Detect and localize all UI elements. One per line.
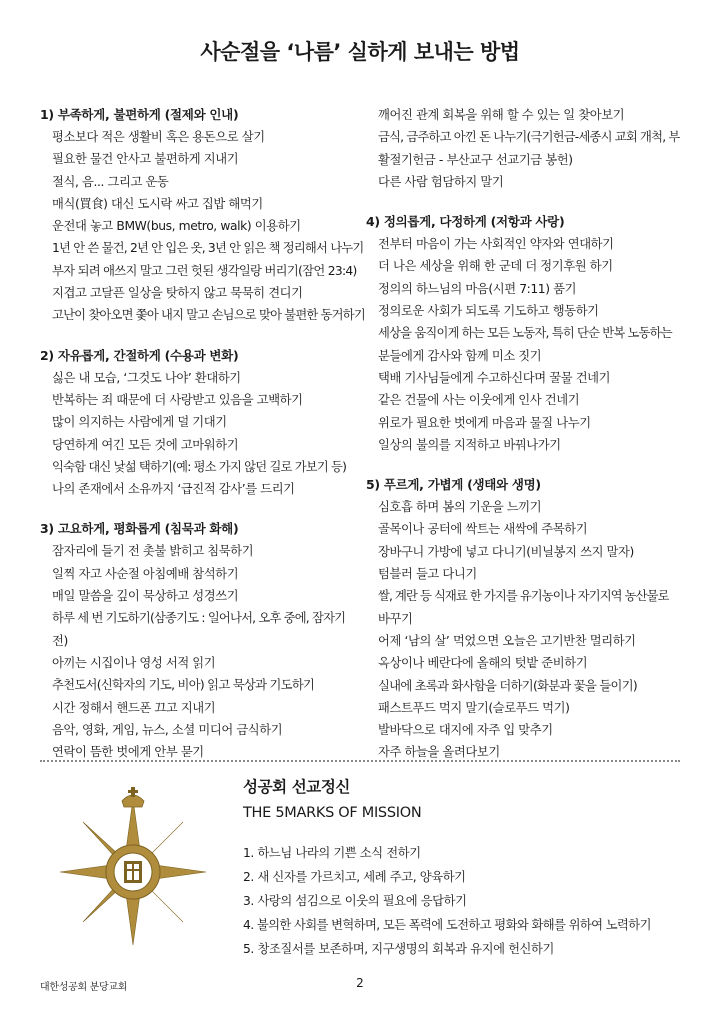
- section-3: [40, 518, 358, 763]
- list-item: 시간 정해서 핸드폰 끄고 지내기: [52, 700, 216, 715]
- list-item: 더 나은 세상을 위해 한 군데 더 정기후원 하기: [378, 259, 613, 274]
- mission-item: 1. 하느님 나라의 기쁜 소식 전하기: [243, 846, 421, 860]
- compass-rose-emblem-icon: [48, 787, 218, 957]
- list-item: 분들에게 감사와 함께 미소 짓기: [378, 348, 542, 363]
- list-item: 자주 하늘을 올려다보기: [378, 745, 500, 760]
- mission-subtitle: THE 5MARKS OF MISSION: [243, 805, 422, 821]
- mission-block: [243, 775, 683, 961]
- section-heading: 1) 부족하게, 불편하게 (절제와 인내): [40, 107, 239, 122]
- list-item: 쌀, 계란 등 식재료 한 가지를 유기농이나 자기지역 농산물로: [378, 589, 669, 604]
- list-item: 발바닥으로 대지에 자주 입 맞추기: [378, 723, 553, 738]
- list-item: 일찍 자고 사순절 아침예배 참석하기: [52, 566, 239, 581]
- mission-list: [243, 841, 683, 961]
- section-5: [366, 474, 684, 764]
- list-item: 실내에 초록과 화사함을 더하기(화분과 꽃을 들이기): [378, 678, 637, 693]
- section-heading: 5) 푸르게, 가볍게 (생태와 생명): [366, 477, 541, 493]
- list-item: 추천도서(신학자의 기도, 비아) 읽고 묵상과 기도하기: [52, 678, 315, 693]
- list-item: 필요한 물건 안사고 불편하게 지내기: [52, 152, 239, 167]
- list-item: 일상의 불의를 지적하고 바꿔나가기: [378, 437, 561, 452]
- section-4: [366, 211, 684, 456]
- mission-item: 3. 사랑의 섬김으로 이웃의 필요에 응답하기: [243, 894, 467, 908]
- list-item: 고난이 찾아오면 쫓아 내지 말고 손님으로 맞아 불편한 동거하기: [52, 308, 365, 323]
- list-item: 아끼는 시집이나 영성 서적 읽기: [52, 655, 216, 670]
- section-heading: 4) 정의롭게, 다정하게 (저항과 사랑): [366, 214, 565, 230]
- section-heading: 3) 고요하게, 평화롭게 (침묵과 화해): [40, 521, 239, 537]
- page-number: 2: [356, 976, 364, 990]
- list-item: 패스트푸드 먹지 말기(슬로푸드 먹기): [378, 700, 570, 715]
- mission-item: 2. 새 신자를 가르치고, 세례 주고, 양육하기: [243, 870, 466, 884]
- list-item: 어제 ‘남의 살’ 먹었으면 오늘은 고기반찬 멀리하기: [378, 633, 636, 648]
- list-item: 전): [52, 633, 68, 648]
- list-item: 매일 말씀을 깊이 묵상하고 성경쓰기: [52, 589, 239, 604]
- footer-church-name: 대한성공회 분당교회: [40, 982, 128, 993]
- list-item: 당연하게 여긴 모든 것에 고마워하기: [52, 437, 239, 452]
- list-item: 음악, 영화, 게임, 뉴스, 소셜 미디어 금식하기: [52, 722, 283, 737]
- list-item: 전부터 마음이 가는 사회적인 약자와 연대하기: [378, 237, 614, 252]
- list-item: 택배 기사님들에게 수고하신다며 꿀물 건네기: [378, 370, 611, 385]
- list-item: 하루 세 번 기도하기(삼종기도 : 일어나서, 오후 중에, 잠자기: [52, 611, 346, 626]
- list-item: 옥상이나 베란다에 올해의 텃밭 준비하기: [378, 656, 588, 671]
- list-item: 세상을 움직이게 하는 모든 노동자, 특히 단순 반복 노동하는: [378, 326, 672, 341]
- list-item: 같은 건물에 사는 이웃에게 인사 건네기: [378, 393, 580, 408]
- list-item: 위로가 필요한 벗에게 마음과 물질 나누기: [378, 415, 591, 430]
- list-item: 심호흡 하며 봄의 기운을 느끼기: [378, 500, 542, 515]
- list-item: 잠자리에 들기 전 촛불 밝히고 침묵하기: [52, 544, 254, 559]
- list-item: 부자 되려 애쓰지 말고 그런 헛된 생각일랑 버리기(잠언 23:4): [52, 263, 357, 278]
- section-2: [40, 345, 358, 501]
- right-column: [366, 104, 684, 782]
- left-column: [40, 104, 365, 781]
- list-item: 싫은 내 모습, ‘그것도 나야’ 환대하기: [52, 370, 241, 385]
- list-item: 장바구니 가방에 넣고 다니기(비닐봉지 쓰지 말자): [378, 544, 634, 559]
- mission-title: 성공회 선교정신: [243, 778, 351, 796]
- list-item: 지겹고 고달픈 일상을 탓하지 않고 묵묵히 견디기: [52, 286, 303, 301]
- section-heading: 2) 자유롭게, 간절하게 (수용과 변화): [40, 347, 239, 363]
- list-item: 운전대 놓고 BMW(bus, metro, walk) 이용하기: [52, 219, 301, 234]
- mission-item: 5. 창조질서를 보존하며, 지구생명의 회복과 유지에 헌신하기: [243, 942, 554, 956]
- section-1: [40, 104, 365, 327]
- mission-item: 4. 불의한 사회를 변혁하며, 모든 폭력에 도전하고 평화와 화해를 위하여 노력하기: [243, 918, 651, 932]
- list-item: 1년 안 쓴 물건, 2년 안 입은 옷, 3년 안 읽은 책 정리해서 나누기: [52, 241, 364, 256]
- list-item: 매식(買食) 대신 도시락 싸고 집밥 해먹기: [52, 196, 263, 211]
- list-item: 금식, 금주하고 아낀 돈 나누기(극기헌금-세종시 교회 개척, 부: [378, 130, 680, 145]
- list-item: 많이 의지하는 사람에게 덜 기대기: [52, 415, 227, 430]
- list-item: 텀블러 들고 다니기: [378, 567, 477, 582]
- section-3-continued: [366, 104, 684, 193]
- list-item: 나의 존재에서 소유까지 ‘급진적 감사’를 드리기: [52, 482, 295, 497]
- list-item: 절식, 음... 그리고 운동: [52, 174, 169, 189]
- dotted-divider: [40, 760, 680, 762]
- list-item: 깨어진 관계 회복을 위해 할 수 있는 일 찾아보기: [378, 108, 625, 122]
- page-title: 사순절을 ‘나름’ 실하게 보내는 방법: [200, 40, 520, 64]
- list-item: 정의의 하느님의 마음(시편 7:11) 품기: [378, 281, 577, 296]
- list-item: 익숙함 대신 낯섦 택하기(예: 평소 가지 않던 길로 가보기 등): [52, 459, 347, 474]
- list-item: 연락이 뜸한 벗에게 안부 묻기: [52, 745, 204, 760]
- list-item: 골목이나 공터에 싹트는 새싹에 주목하기: [378, 522, 588, 537]
- list-item: 반복하는 죄 때문에 더 사랑받고 있음을 고백하기: [52, 392, 303, 407]
- list-item: 다른 사람 험담하지 말기: [378, 174, 504, 189]
- list-item: 정의로운 사회가 되도록 기도하고 행동하기: [378, 304, 599, 319]
- list-item: 활절기헌금 - 부산교구 선교기금 봉헌): [378, 152, 573, 167]
- list-item: 바꾸기: [378, 611, 413, 626]
- list-item: 평소보다 적은 생활비 혹은 용돈으로 살기: [52, 130, 265, 144]
